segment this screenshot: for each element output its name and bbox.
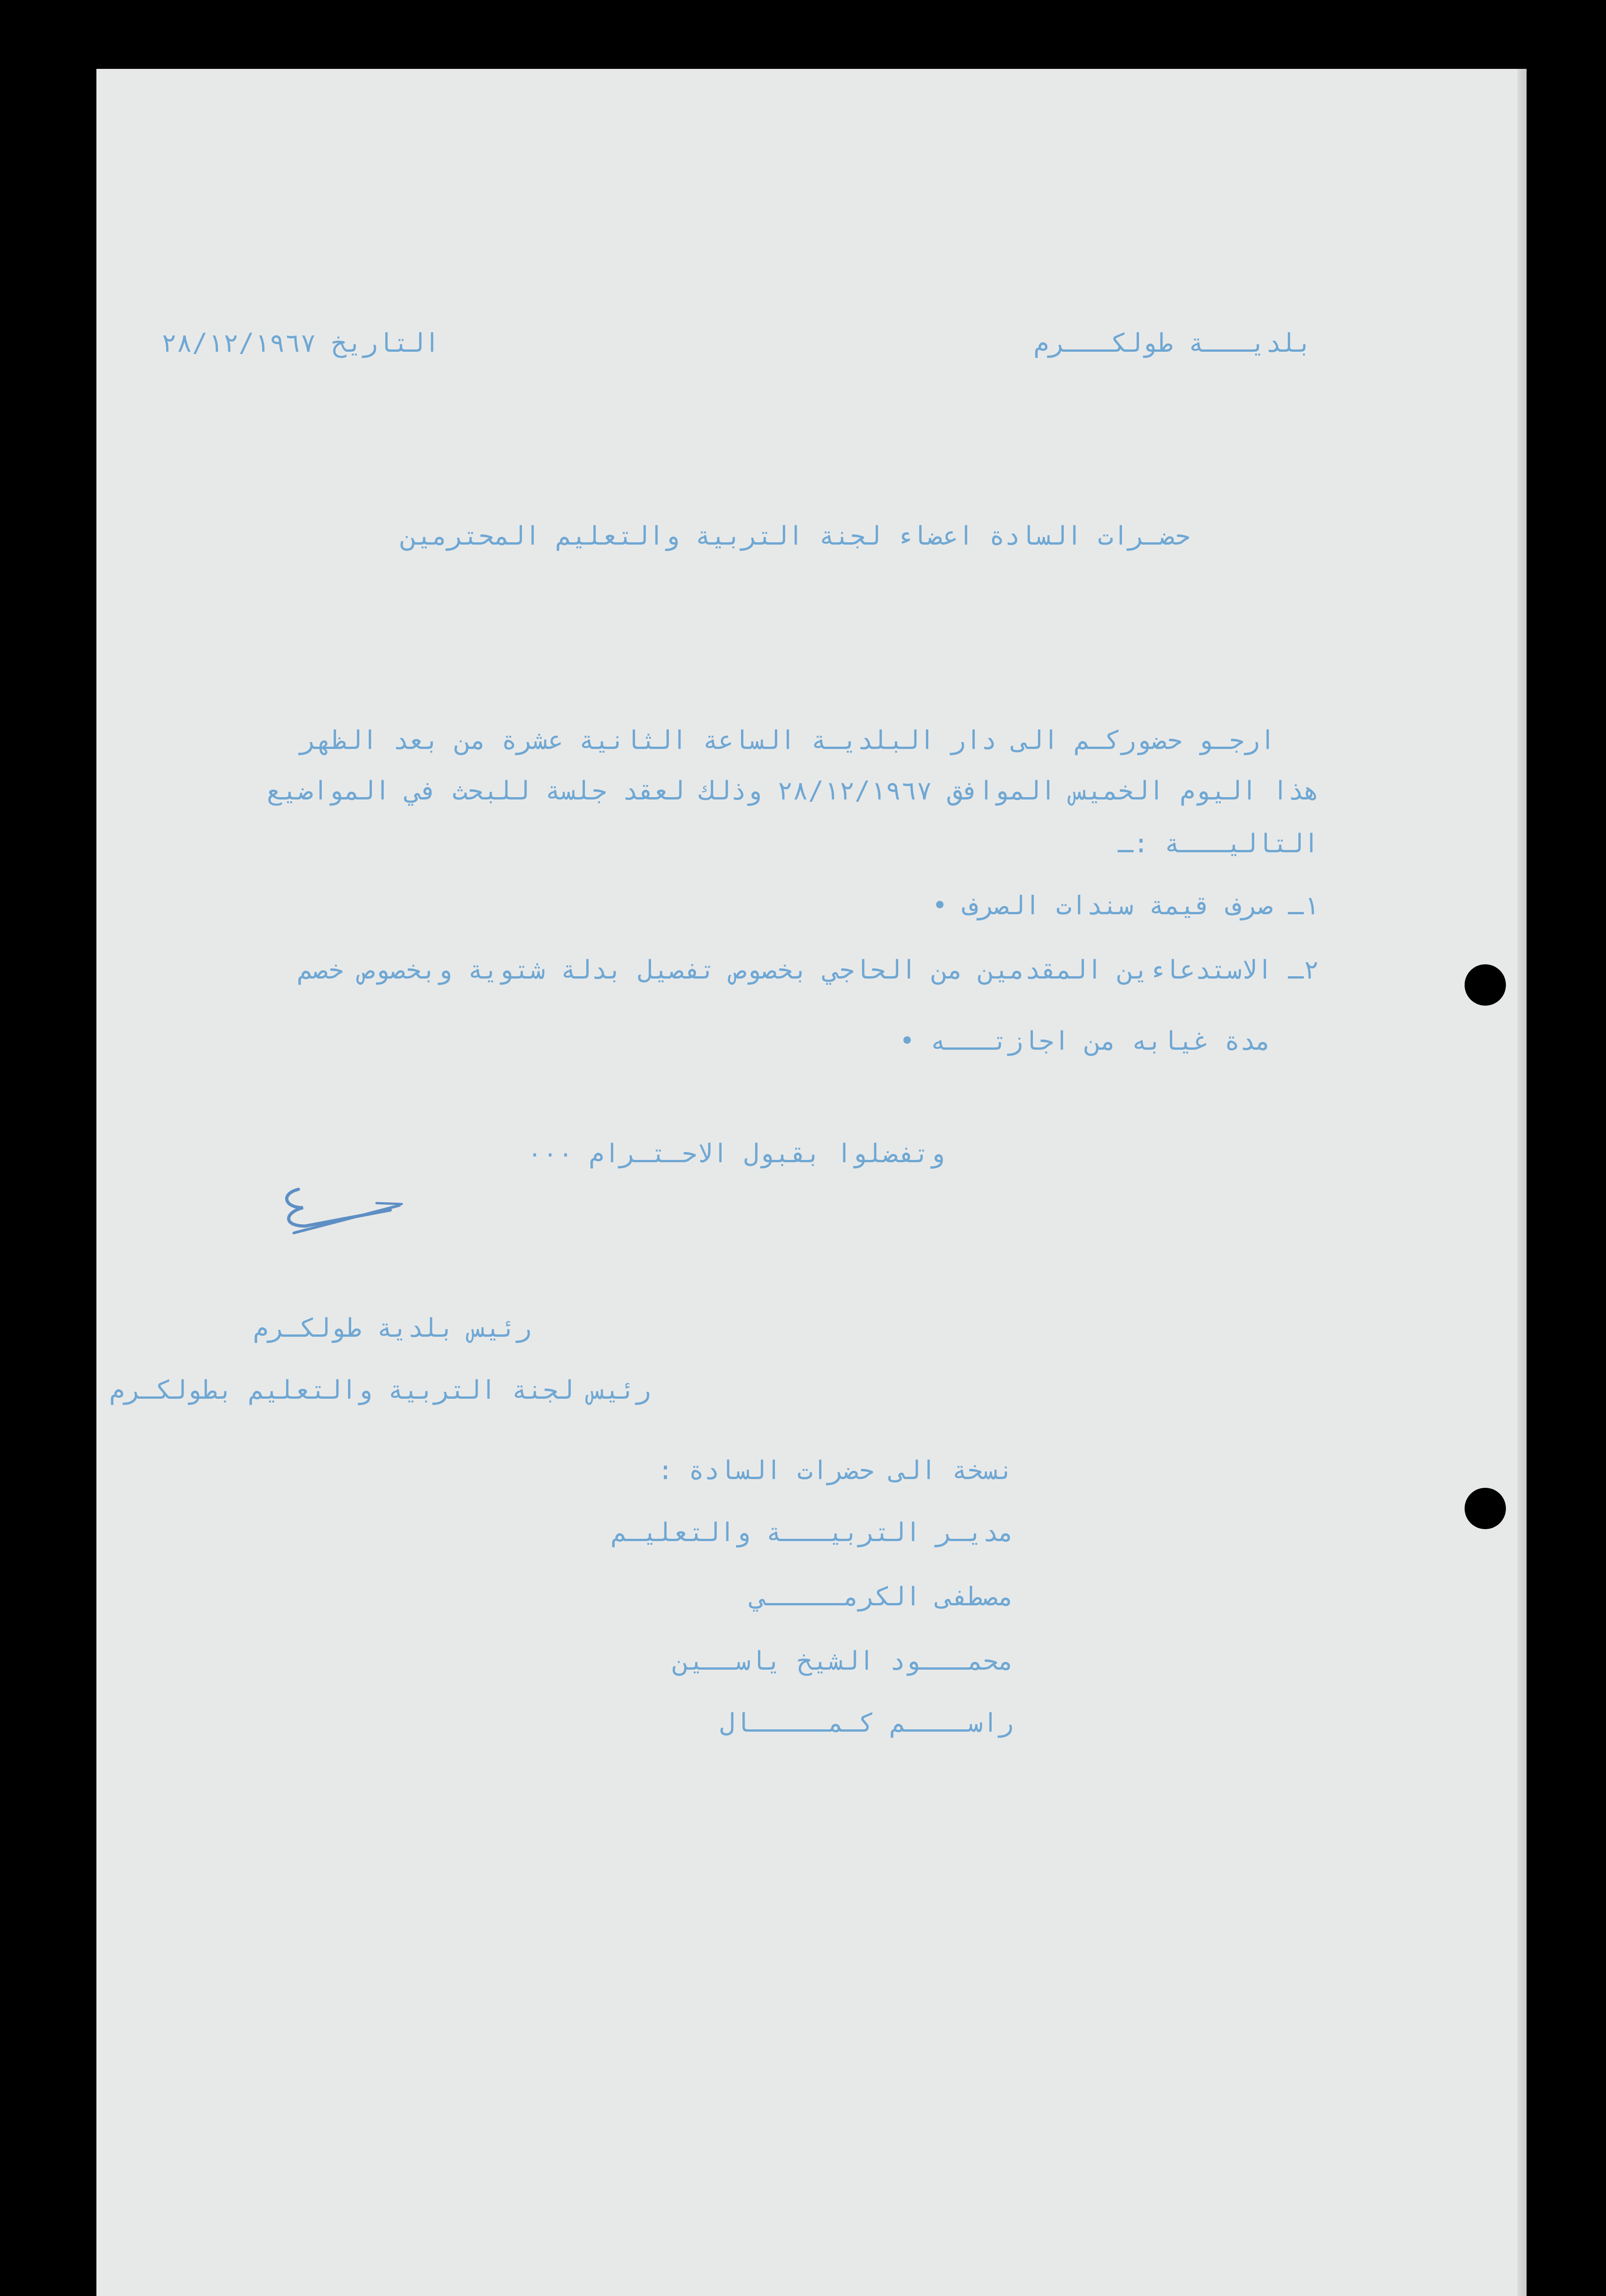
body-line-2: هذا اليوم الخميس الموافق ٢٨/١٢/١٩٦٧ وذلك لعقد جلسة للبحث في المواضيع: [266, 776, 1319, 806]
signature-mark: [271, 1176, 418, 1249]
body-line-3: التاليـــة :ـ: [1117, 829, 1319, 859]
copy-recipient-1: مديـر التربيـــة والتعليـم: [611, 1518, 1014, 1548]
signatory-title-1: رئيس بلدية طولكـرم: [253, 1313, 532, 1343]
agenda-item-2-continued: مدة غيابه من اجازتـــه •: [899, 1026, 1271, 1056]
copies-heading: نسخة الى حضرات السادة :: [657, 1456, 1014, 1486]
copy-recipient-4: راســــم كـمـــــال: [719, 1708, 1014, 1738]
salutation: حضـرات السادة اعضاء لجنة التربية والتعليم المحترمين: [401, 521, 1190, 551]
letter-date: التاريخ ٢٨/١٢/١٩٦٧: [161, 328, 440, 358]
agenda-item-1: ١ـ صرف قيمة سندات الصرف •: [932, 891, 1319, 921]
sender-name: بلديـــة طولكـــرم: [1033, 328, 1312, 358]
copy-recipient-3: محمـــود الشيخ ياســين: [673, 1646, 1014, 1676]
copy-recipient-2: مصطفى الكرمـــــي: [750, 1582, 1014, 1612]
page-edge: [1517, 69, 1527, 2296]
closing: وتفضلوا بقبول الاحـتـرام ٠٠٠: [527, 1139, 945, 1169]
agenda-item-2: ٢ـ الاستدعاءين المقدمين من الحاجي بخصوص تفصيل بدلة شتوية وبخصوص خصم: [297, 955, 1319, 985]
punch-hole-top: [1465, 964, 1506, 1006]
signatory-title-2: رئيس لجنة التربية والتعليم بطولكـرم: [109, 1375, 651, 1405]
punch-hole-bottom: [1465, 1488, 1506, 1529]
body-line-1: ارجـو حضوركـم الى دار البلديـة الساعة الثانية عشرة من بعد الظهر: [300, 726, 1275, 755]
